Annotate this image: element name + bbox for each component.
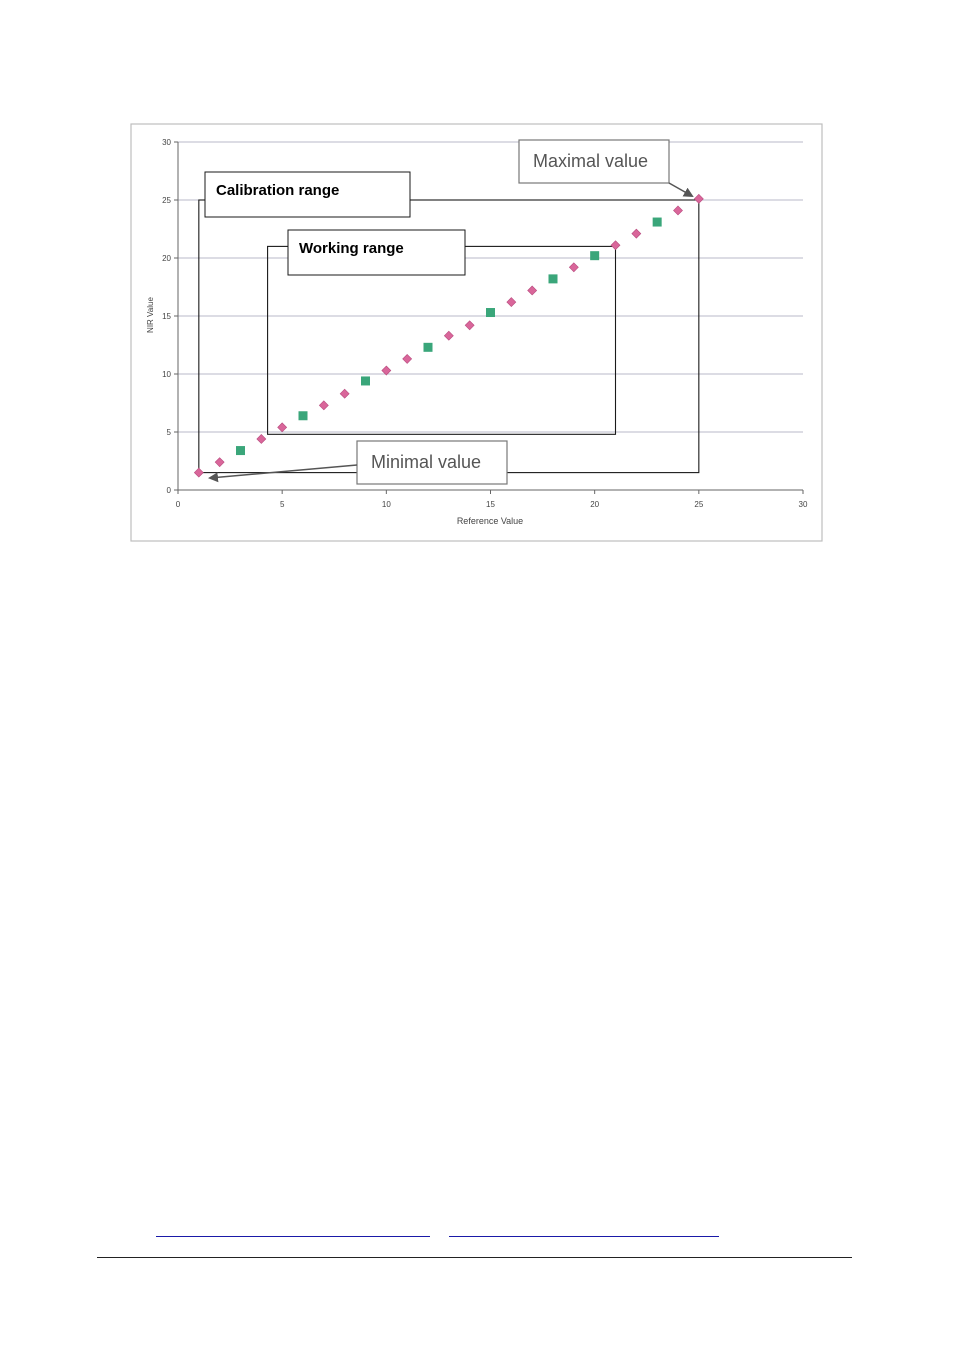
x-tick-label: 20 [590, 500, 600, 509]
working-range-label: Working range [299, 240, 404, 257]
x-tick-label: 30 [798, 500, 808, 509]
minimal-value-label: Minimal value [371, 452, 482, 472]
x-tick-label: 10 [381, 500, 391, 509]
square-point [486, 308, 495, 317]
maximal-value-label: Maximal value [533, 151, 649, 171]
square-point [424, 343, 433, 352]
footer-link-underline[interactable] [449, 1236, 719, 1237]
footer-link-underline[interactable] [156, 1236, 430, 1237]
square-point [590, 251, 599, 260]
x-tick-label: 15 [486, 500, 495, 509]
y-tick-label: 25 [162, 196, 171, 205]
y-tick-label: 15 [162, 312, 171, 321]
square-point [653, 218, 662, 227]
x-tick-label: 5 [279, 500, 285, 509]
x-axis-title: Reference Value [456, 516, 524, 526]
square-point [299, 411, 308, 420]
square-point [236, 446, 245, 455]
square-point [361, 376, 370, 385]
footer-rule [97, 1257, 852, 1258]
nir-calibration-figure [0, 0, 954, 600]
working-range-label-box [288, 230, 465, 275]
x-tick-label: 25 [694, 500, 704, 509]
calibration-range-label: Calibration range [216, 182, 340, 199]
y-tick-label: 5 [166, 428, 171, 437]
x-tick-label: 0 [175, 500, 181, 509]
y-axis-title: NIR Value [146, 297, 155, 333]
calibration-range-label-box [205, 172, 410, 217]
y-tick-label: 20 [162, 254, 171, 263]
square-point [549, 274, 558, 283]
y-tick-label: 0 [166, 486, 171, 495]
y-tick-label: 10 [162, 370, 171, 379]
y-tick-label: 30 [162, 138, 171, 147]
